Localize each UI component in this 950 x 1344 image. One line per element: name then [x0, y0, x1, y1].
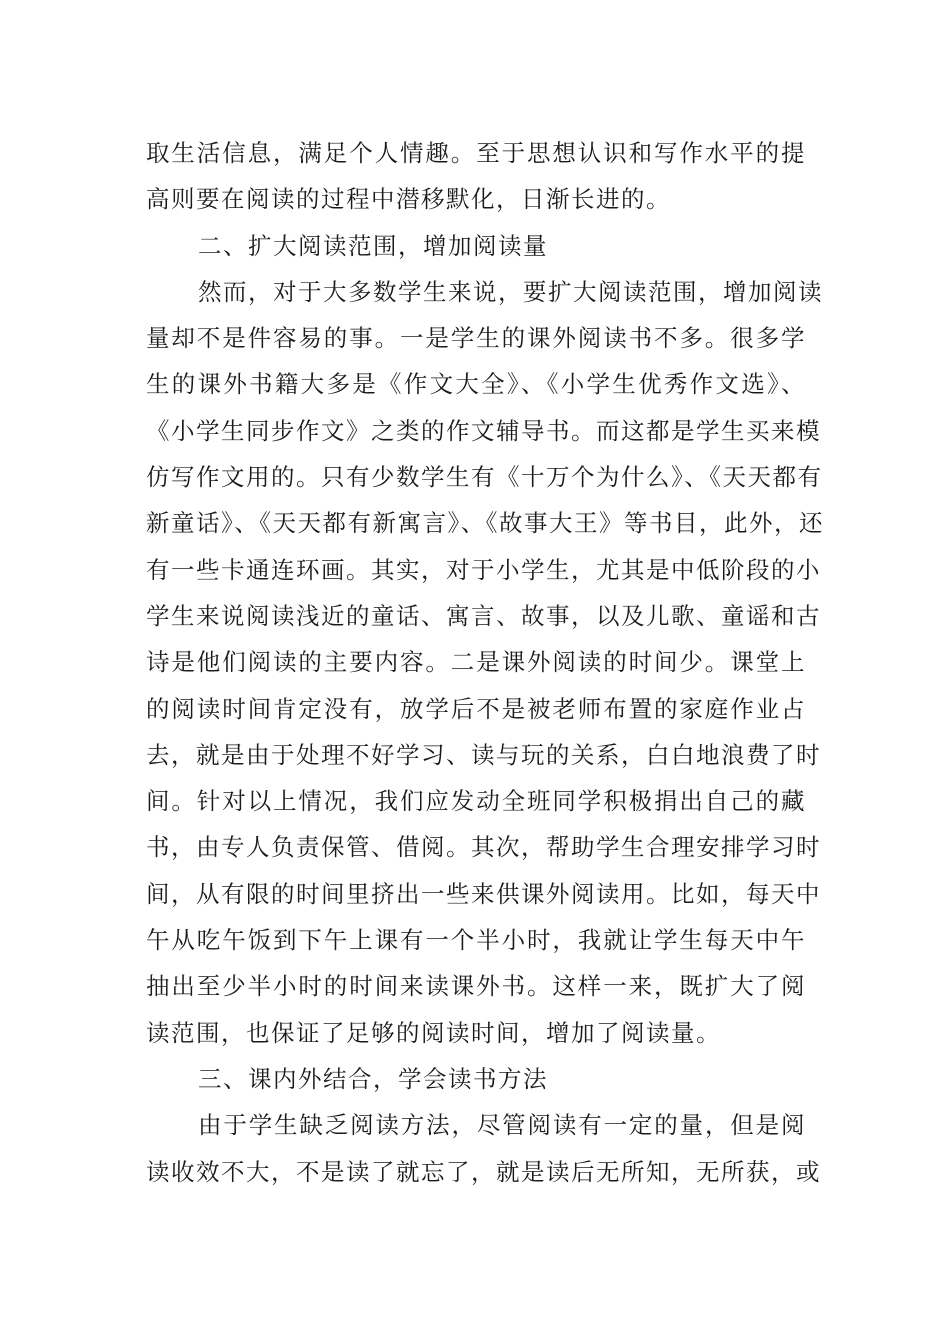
text-line-20: 读范围，也保证了足够的阅读时间，增加了阅读量。	[146, 1018, 721, 1047]
text-line-16: 书，由专人负责保管、借阅。其次，帮助学生合理安排学习时	[146, 833, 821, 862]
text-line-17: 间，从有限的时间里挤出一些来供课外阅读用。比如，每天中	[146, 879, 821, 908]
text-line-10: 有一些卡通连环画。其实，对于小学生，尤其是中低阶段的小	[146, 555, 821, 584]
text-line-23: 读收效不大，不是读了就忘了，就是读后无所知，无所获，或	[146, 1157, 821, 1186]
text-line-22: 由于学生缺乏阅读方法，尽管阅读有一定的量，但是阅	[198, 1111, 806, 1140]
text-line-7: 《小学生同步作文》之类的作文辅导书。而这都是学生买来模	[146, 416, 821, 445]
text-line-9: 新童话》、《天天都有新寓言》、《故事大王》等书目，此外，还	[146, 509, 824, 538]
text-line-11: 学生来说阅读浅近的童话、寓言、故事，以及儿歌、童谣和古	[146, 601, 821, 630]
text-line-15: 间。针对以上情况，我们应发动全班同学积极捐出自己的藏	[146, 787, 806, 816]
text-line-18: 午从吃午饭到下午上课有一个半小时，我就让学生每天中午	[146, 926, 806, 955]
text-line-5: 量却不是件容易的事。一是学生的课外阅读书不多。很多学	[146, 324, 806, 353]
text-line-12: 诗是他们阅读的主要内容。二是课外阅读的时间少。课堂上	[146, 648, 806, 677]
document-body	[146, 130, 824, 1195]
text-line-8: 仿写作文用的。只有少数学生有《十万个为什么》、《天天都有	[146, 463, 823, 492]
text-line-4: 然而，对于大多数学生来说，要扩大阅读范围，增加阅读	[198, 277, 823, 306]
section-heading-2: 二、扩大阅读范围，增加阅读量	[198, 231, 548, 260]
text-line-19: 抽出至少半小时的时间来读课外书。这样一来，既扩大了阅	[146, 972, 806, 1001]
text-line-1: 取生活信息，满足个人情趣。至于思想认识和写作水平的提	[146, 139, 806, 167]
text-line-6: 生的课外书籍大多是《作文大全》、《小学生优秀作文选》、	[146, 370, 806, 399]
section-heading-3: 三、课内外结合，学会读书方法	[198, 1064, 548, 1093]
text-line-13: 的阅读时间肯定没有，放学后不是被老师布置的家庭作业占	[146, 694, 806, 723]
text-line-2: 高则要在阅读的过程中潜移默化，日渐长进的。	[146, 185, 671, 214]
text-line-14: 去，就是由于处理不好学习、读与玩的关系，白白地浪费了时	[146, 740, 821, 769]
